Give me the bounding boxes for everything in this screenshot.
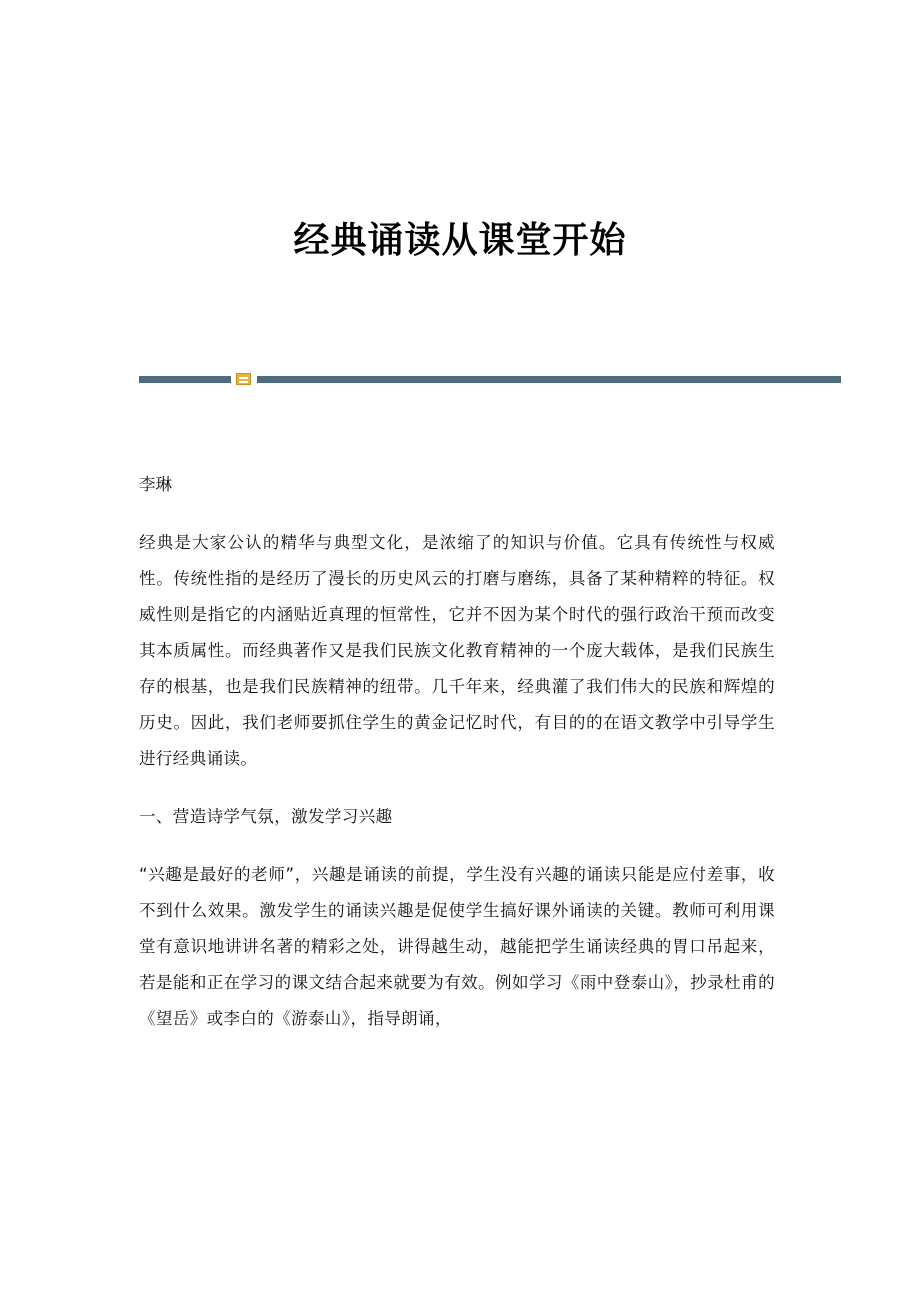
section-heading-1: 一、营造诗学气氛，激发学习兴趣 [139,807,393,826]
document-title: 经典诵读从课堂开始 [293,219,627,261]
title-divider [139,372,841,386]
document-body [139,467,775,1059]
author-name: 李琳 [139,475,172,494]
divider-bar-right [257,376,841,383]
document-divider-icon [236,373,251,385]
paragraph-intro: 经典是大家公认的精华与典型文化，是浓缩了的知识与价值。它具有传统性与权威性。传统性指的是经历了漫长的历史风云的打磨与磨练，具备了某种精粹的特征。权威性则是指它的内涵贴近真理的恒常性，它并不因为某个时代的强行政治干预而改变其本质属性。而经典著作又是我们民族文化教育精神的一个庞大载体，是我们民族生存的根基，也是我们民族精神的纽带。几千年来，经典灌了我们伟大的民族和辉煌的历史。因此，我们老师要抓住学生的黄金记忆时代，有目的的在语文教学中引导学生进行经典诵读。 [139,533,775,768]
divider-bar-left [139,376,231,383]
paragraph-interest: “兴趣是最好的老师”，兴趣是诵读的前提，学生没有兴趣的诵读只能是应付差事，收不到什么效果。激发学生的诵读兴趣是促使学生搞好课外诵读的关键。教师可利用课堂有意识地讲讲名著的精彩之处，讲得越生动，越能把学生诵读经典的胃口吊起来，若是能和正在学习的课文结合起来就要为有效。例如学习《雨中登泰山》，抄录杜甫的《望岳》或李白的《游泰山》，指导朗诵， [139,865,775,1028]
